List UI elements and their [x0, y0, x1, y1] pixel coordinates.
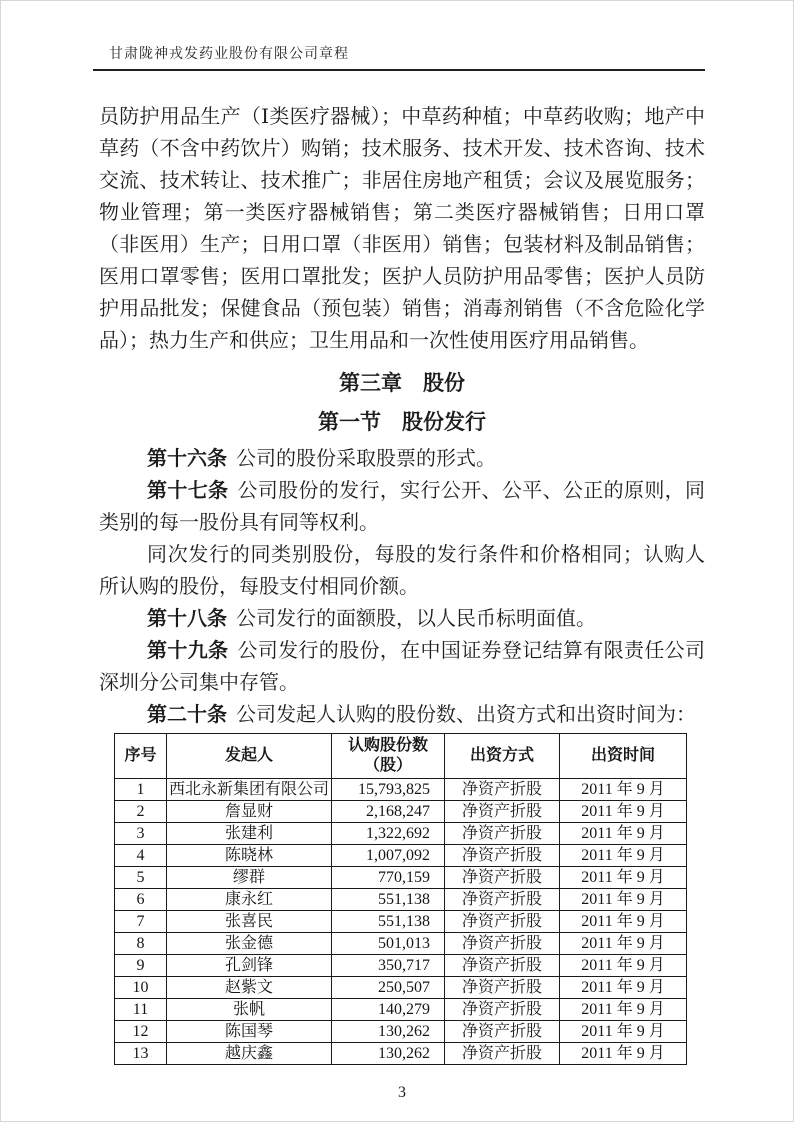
- cell-contribution-method: 净资产折股: [445, 845, 560, 867]
- article-17-paragraph: [99, 475, 705, 539]
- table-row: [115, 911, 687, 933]
- cell-contribution-method: 净资产折股: [445, 1021, 560, 1043]
- table-row: [115, 1043, 687, 1065]
- cell-contribution-time: 2011 年 9 月: [560, 889, 687, 911]
- article-20-text: 公司发起人认购的股份数、出资方式和出资时间为：: [236, 704, 696, 726]
- article-18-paragraph: [99, 603, 705, 635]
- cell-serial-number: 1: [115, 779, 167, 801]
- cell-founder-name: 陈晓林: [167, 845, 332, 867]
- cell-founder-name: 缪群: [167, 867, 332, 889]
- cell-contribution-method: 净资产折股: [445, 779, 560, 801]
- cell-serial-number: 5: [115, 867, 167, 889]
- table-row: [115, 867, 687, 889]
- cell-serial-number: 7: [115, 911, 167, 933]
- cell-serial-number: 11: [115, 999, 167, 1021]
- cell-contribution-method: 净资产折股: [445, 955, 560, 977]
- cell-contribution-time: 2011 年 9 月: [560, 999, 687, 1021]
- article-16-paragraph: [99, 443, 705, 475]
- cell-founder-name: 康永红: [167, 889, 332, 911]
- table-row: [115, 889, 687, 911]
- founders-table: [114, 733, 687, 1065]
- cell-serial-number: 13: [115, 1043, 167, 1065]
- cell-serial-number: 4: [115, 845, 167, 867]
- article-16-label: 第十六条: [147, 448, 227, 470]
- cell-contribution-time: 2011 年 9 月: [560, 933, 687, 955]
- article-16-text: 公司的股份采取股票的形式。: [236, 448, 496, 470]
- cell-contribution-method: 净资产折股: [445, 933, 560, 955]
- cell-shares-subscribed: 551,138: [332, 911, 445, 933]
- cell-contribution-time: 2011 年 9 月: [560, 845, 687, 867]
- cell-contribution-method: 净资产折股: [445, 1043, 560, 1065]
- article-20-label: 第二十条: [147, 704, 227, 726]
- cell-contribution-time: 2011 年 9 月: [560, 867, 687, 889]
- article-19-paragraph: [99, 635, 705, 699]
- article-19-text: 公司发行的股份，在中国证券登记结算有限责任公司深圳分公司集中存管。: [99, 640, 706, 694]
- cell-founder-name: 陈国琴: [167, 1021, 332, 1043]
- cell-contribution-time: 2011 年 9 月: [560, 955, 687, 977]
- cell-serial-number: 9: [115, 955, 167, 977]
- cell-founder-name: 越庆鑫: [167, 1043, 332, 1065]
- col-header-time: 出资时间: [560, 734, 687, 779]
- table-row: [115, 1021, 687, 1043]
- cell-contribution-time: 2011 年 9 月: [560, 977, 687, 999]
- cell-founder-name: 赵紫文: [167, 977, 332, 999]
- article-17-label: 第十七条: [147, 480, 229, 502]
- cell-shares-subscribed: 130,262: [332, 1043, 445, 1065]
- cell-shares-subscribed: 250,507: [332, 977, 445, 999]
- article-17-continuation-paragraph: 同次发行的同类别股份，每股的发行条件和价格相同；认购人所认购的股份，每股支付相同价额。: [99, 544, 705, 598]
- cell-shares-subscribed: 1,322,692: [332, 823, 445, 845]
- cell-founder-name: 詹显财: [167, 801, 332, 823]
- cell-contribution-method: 净资产折股: [445, 977, 560, 999]
- business-scope-paragraph: 员防护用品生产（Ⅰ类医疗器械）；中草药种植；中草药收购；地产中草药（不含中药饮片）购销；技术服务、技术开发、技术咨询、技术交流、技术转让、技术推广；非居住房地产租赁；会议及展览服务；物业管理；第一类医疗器械销售；第二类医疗器械销售；日用口罩（非医用）生产；日用口罩（非医用）销售；包装材料及制品销售；医用口罩零售；医用口罩批发；医护人员防护用品零售；医护人员防护用品批发；保健食品（预包装）销售；消毒剂销售（不含危险化学品）；热力生产和供应；卫生用品和一次性使用医疗用品销售。: [99, 106, 705, 352]
- header-title: 甘肃陇神戎发药业股份有限公司章程: [109, 47, 349, 62]
- cell-founder-name: 西北永新集团有限公司: [167, 779, 332, 801]
- table-header-row: [115, 734, 687, 779]
- table-row: [115, 933, 687, 955]
- cell-founder-name: 张喜民: [167, 911, 332, 933]
- article-18-label: 第十八条: [147, 608, 227, 630]
- cell-founder-name: 张金德: [167, 933, 332, 955]
- cell-contribution-method: 净资产折股: [445, 999, 560, 1021]
- col-header-no: 序号: [115, 734, 167, 779]
- cell-serial-number: 6: [115, 889, 167, 911]
- page-footer: [99, 1084, 705, 1102]
- table-row: [115, 801, 687, 823]
- cell-serial-number: 10: [115, 977, 167, 999]
- cell-shares-subscribed: 551,138: [332, 889, 445, 911]
- col-header-founder: 发起人: [167, 734, 332, 779]
- cell-contribution-time: 2011 年 9 月: [560, 779, 687, 801]
- col-header-method: 出资方式: [445, 734, 560, 779]
- cell-shares-subscribed: 2,168,247: [332, 801, 445, 823]
- cell-shares-subscribed: 501,013: [332, 933, 445, 955]
- article-19-label: 第十九条: [147, 640, 229, 662]
- cell-contribution-method: 净资产折股: [445, 801, 560, 823]
- cell-founder-name: 张建利: [167, 823, 332, 845]
- cell-shares-subscribed: 770,159: [332, 867, 445, 889]
- cell-contribution-time: 2011 年 9 月: [560, 823, 687, 845]
- article-17-text: 公司股份的发行，实行公开、公平、公正的原则，同类别的每一股份具有同等权利。: [99, 480, 706, 534]
- cell-shares-subscribed: 140,279: [332, 999, 445, 1021]
- cell-contribution-time: 2011 年 9 月: [560, 801, 687, 823]
- table-row: [115, 845, 687, 867]
- table-row: [115, 977, 687, 999]
- cell-contribution-time: 2011 年 9 月: [560, 911, 687, 933]
- cell-contribution-method: 净资产折股: [445, 889, 560, 911]
- cell-shares-subscribed: 130,262: [332, 1021, 445, 1043]
- col-header-shares: 认购股份数（股）: [332, 734, 445, 779]
- page-number: 3: [398, 1084, 406, 1101]
- cell-contribution-method: 净资产折股: [445, 911, 560, 933]
- document-body: [93, 101, 705, 1102]
- cell-serial-number: 8: [115, 933, 167, 955]
- chapter-heading: 第三章 股份: [339, 371, 465, 395]
- cell-contribution-method: 净资产折股: [445, 867, 560, 889]
- table-row: [115, 999, 687, 1021]
- cell-contribution-time: 2011 年 9 月: [560, 1043, 687, 1065]
- cell-contribution-method: 净资产折股: [445, 823, 560, 845]
- section-heading: 第一节 股份发行: [318, 410, 486, 434]
- article-18-text: 公司发行的面额股，以人民币标明面值。: [236, 608, 596, 630]
- cell-founder-name: 张帆: [167, 999, 332, 1021]
- document-header: [93, 47, 705, 71]
- cell-serial-number: 2: [115, 801, 167, 823]
- cell-shares-subscribed: 350,717: [332, 955, 445, 977]
- cell-shares-subscribed: 1,007,092: [332, 845, 445, 867]
- table-row: [115, 823, 687, 845]
- table-row: [115, 779, 687, 801]
- cell-founder-name: 孔剑锋: [167, 955, 332, 977]
- cell-contribution-time: 2011 年 9 月: [560, 1021, 687, 1043]
- cell-shares-subscribed: 15,793,825: [332, 779, 445, 801]
- cell-serial-number: 3: [115, 823, 167, 845]
- cell-serial-number: 12: [115, 1021, 167, 1043]
- table-row: [115, 955, 687, 977]
- article-20-paragraph: [99, 699, 705, 731]
